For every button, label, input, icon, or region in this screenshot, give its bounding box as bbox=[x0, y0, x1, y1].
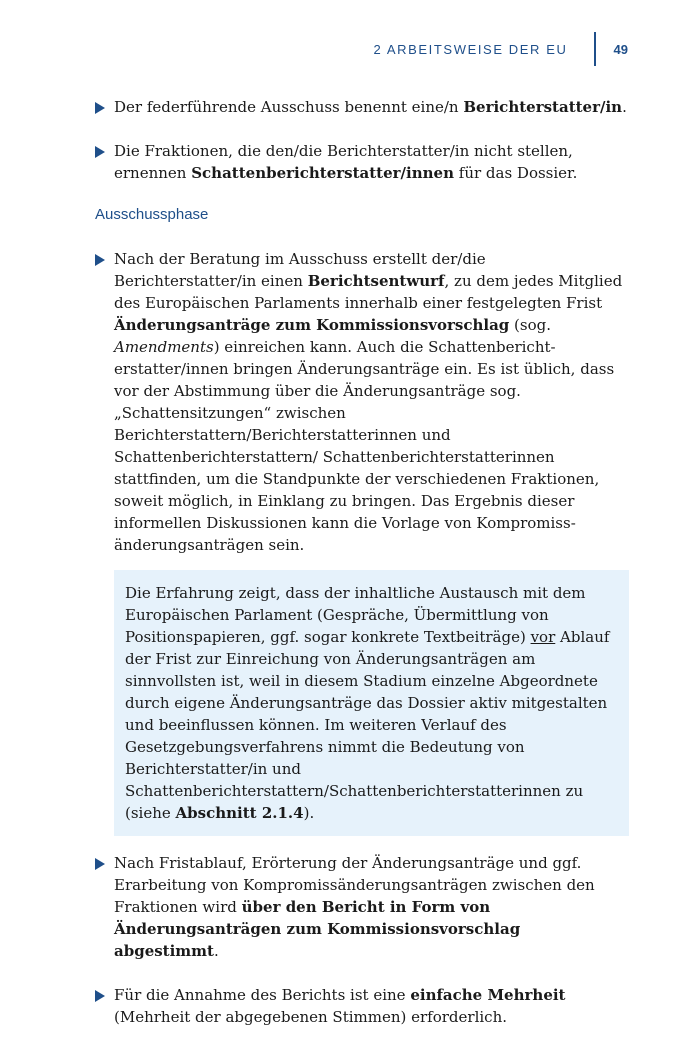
bullet-triangle-icon bbox=[95, 102, 105, 114]
bullet-majority bbox=[95, 984, 629, 1028]
bullet-text: für das Dossier. bbox=[454, 164, 578, 182]
bullet-bold-text: einfache Mehrheit bbox=[410, 986, 566, 1004]
bullet-triangle-icon bbox=[95, 990, 105, 1002]
bullet-triangle-icon bbox=[95, 858, 105, 870]
bullet-text: , zu dem jedes Mitglied des Europäischen Parlaments innerhalb einer festgelegten Frist bbox=[114, 272, 623, 312]
bullet-text: Für die Annahme des Berichts ist eine bbox=[114, 986, 411, 1004]
section-reference: Abschnitt 2.1.4 bbox=[175, 804, 304, 822]
bullet-shadow-rapporteurs bbox=[95, 140, 629, 184]
bullet-bold-text: Änderungsanträge zum Kommissionsvorschlag bbox=[114, 316, 510, 334]
bullet-triangle-icon bbox=[95, 146, 105, 158]
bullet-vote bbox=[95, 852, 629, 962]
header-divider bbox=[594, 32, 596, 66]
info-text: Ablauf der Frist zur Einreichung von Änderungsanträgen am sinnvollsten ist, weil in diesem Stadium einzelne Abgeordnete durch eigene Änderungsanträge das Dossier aktiv mitgestalten und beeinflussen können. Im weiteren Verlauf des Gesetzgebungsverfahrens nimmt die Bedeutung von Berichterstatter/in und Schattenberichterstattern/Schattenberichterstatterinnen zu (siehe bbox=[125, 628, 610, 822]
bullet-bold-text: Berichterstatter/in bbox=[463, 98, 623, 116]
bullet-triangle-icon bbox=[95, 254, 105, 266]
info-box bbox=[114, 570, 629, 836]
bullet-text: (sog. bbox=[509, 316, 551, 334]
bullet-text: Nach Fristablauf, Erörterung der Änderungsanträge und ggf. Erarbeitung von Kompromissänderungsanträgen zwischen den Fraktionen wird bbox=[114, 854, 595, 916]
bullet-text: Der federführende Ausschuss benennt eine/n bbox=[114, 98, 464, 116]
info-text: Die Erfahrung zeigt, dass der inhaltliche Austausch mit dem Europäischen Parlament (Gespräche, Übermittlung von Positionspapieren, ggf. sogar konkrete Textbeiträge) bbox=[125, 584, 586, 646]
page-body bbox=[95, 96, 629, 1050]
bullet-text: . bbox=[622, 98, 627, 116]
bullet-italic-text: Amendments bbox=[114, 338, 214, 356]
bullet-text: (Mehrheit der abgegebenen Stimmen) erforderlich. bbox=[114, 1008, 507, 1026]
bullet-text: Nach der Beratung im Ausschuss erstellt der/die Berichterstatter/in einen bbox=[114, 250, 486, 290]
info-text: ). bbox=[303, 804, 315, 822]
section-heading: Ausschussphase bbox=[95, 206, 209, 223]
bullet-text: ) einreichen kann. Auch die Schattenberichterstatter/innen bringen Änderungsanträge ein. Es ist üblich, dass vor der Abstimmung über die Änderungsanträge sog. „Schattensitzungen“ zwischen Berichterstattern/Berichterstatterinnen und Schattenberichterstattern/ Schattenberichterstatterinnen stattfinden, um die Standpunkte der verschiedenen Fraktionen, soweit möglich, in Einklang zu bringen. Das Ergebnis dieser informellen Diskussionen kann die Vorlage von Kompromissänderungsanträgen sein. bbox=[114, 338, 615, 554]
bullet-text: . bbox=[213, 942, 219, 960]
bullet-bold-text: Schattenberichterstatter/innen bbox=[191, 164, 454, 182]
running-header bbox=[374, 34, 628, 64]
chapter-title: 2 ARBEITSWEISE DER EU bbox=[373, 41, 568, 57]
bullet-bold-text: Berichtsentwurf bbox=[307, 272, 445, 290]
page-number: 49 bbox=[613, 41, 628, 57]
bullet-draft-report bbox=[95, 248, 629, 556]
bullet-rapporteur bbox=[95, 96, 629, 118]
bullet-text: Die Fraktionen, die den/die Berichterstatter/in nicht stellen, ernennen bbox=[114, 142, 573, 182]
info-underlined-text: vor bbox=[530, 628, 556, 646]
bullet-bold-text: über den Bericht in Form von Änderungsanträgen zum Kommissionsvorschlag abgestimmt bbox=[114, 898, 521, 960]
